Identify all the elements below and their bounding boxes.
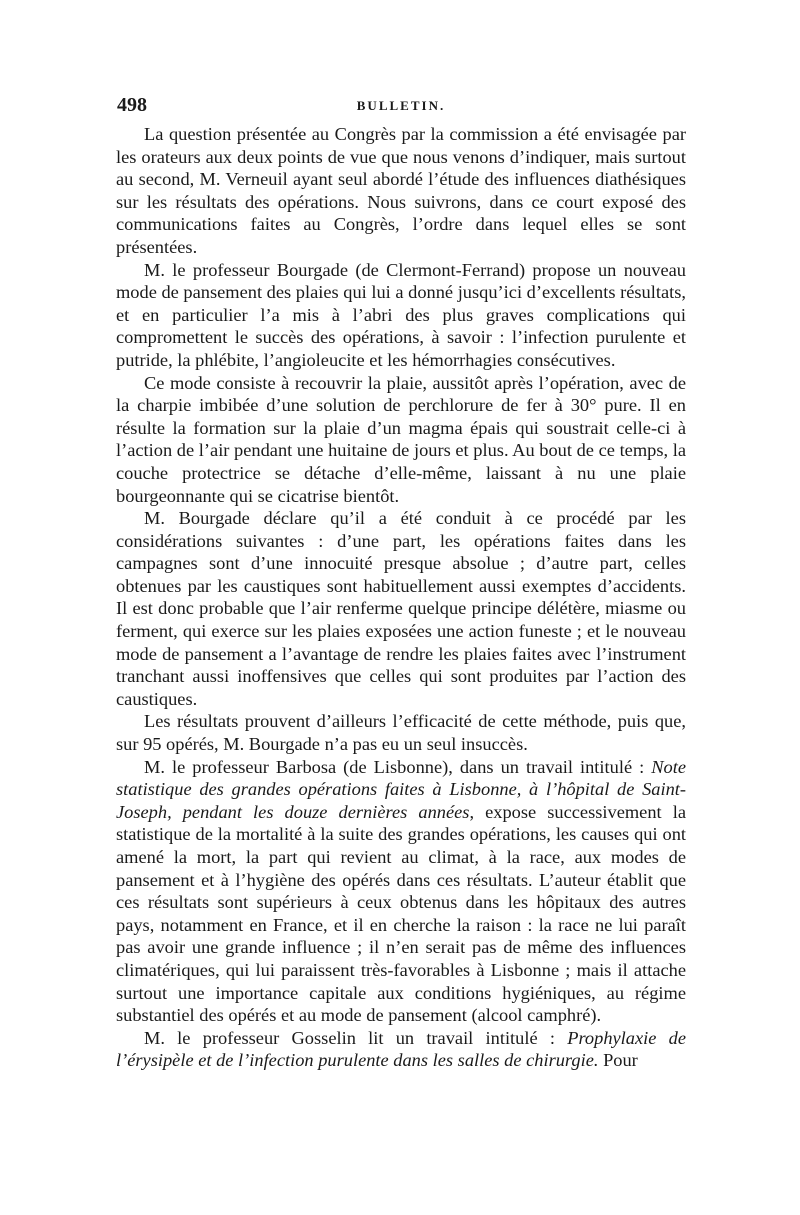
paragraph-barbosa [116, 756, 686, 1027]
work-title: Prophylaxie de l’érysipèle et de l’infection purulente dans les salles de chirurgie. [116, 1027, 687, 1071]
paragraph-text: M. le professeur Barbosa (de Lisbonne), dans un travail intitulé : [144, 756, 652, 777]
paragraph-method: Ce mode consiste à recouvrir la plaie, aussitôt après l’opération, avec de la charpie imbibée d’une solution de perchlorure de fer à 30° pure. Il en résulte la formation sur la plaie d’un magma épais qui soustrait celle-ci à l’action de l’air pendant une huitaine de jours et plus. Au bout de ce temps, la couche protectrice se détache d’elle-même, laissant à nu une plaie bourgeonnante qui se cicatrise bientôt. [116, 372, 686, 506]
paragraph-bourgade-reasoning: M. Bourgade déclare qu’il a été conduit à ce procédé par les considérations suivantes : d’une part, les opérations faites dans les campagnes sont d’une innocuité presque absolue ; d’autre part, celles obtenues par les caustiques sont habituellement aussi exemptes d’accidents. Il est donc probable que l’air renferme quelque principe délétère, miasme ou ferment, qui exerce sur les plaies exposées une action funeste ; et le nouveau mode de pansement a l’avantage de rendre les plaies faites avec l’instrument tranchant aussi inoffensives que celles qui sont produites par l’action des caustiques. [116, 508, 686, 709]
paragraph-text: , expose successivement la statistique de la mortalité à la suite des grandes opérations, les causes qui ont amené la mort, la part qui revient au climat, à la race, aux modes de pansement et à l’hygiène des opérés dans ces résultats. L’auteur établit que ces résultats sont supérieurs à ceux obtenus dans les hôpitaux des autres pays, notamment en France, et il en cherche la raison : la race ne lui paraît pas avoir une grande influence ; il n’en serait pas de même des influences climatériques, qui lui paraissent très-favorables à Lisbonne ; mais il attache surtout une importance capitale aux conditions hygiéniques, au régime substantiel des opérés et au mode de pansement (alcool camphré). [116, 801, 686, 1026]
running-title: BULLETIN. [356, 98, 446, 113]
paragraph-text: M. le professeur Gosselin lit un travail intitulé : [144, 1027, 568, 1048]
paragraph-congres: La question présentée au Congrès par la commission a été envisagée par les orateurs aux deux points de vue que nous venons d’indiquer, mais surtout au second, M. Verneuil ayant seul abordé l’étude des influences diathésiques sur les résultats des opérations. Nous suivrons, dans ce court exposé des communications faites au Congrès, l’ordre dans lequel elles se sont présentées. [116, 124, 686, 257]
paragraph-results: Les résultats prouvent d’ailleurs l’efficacité de cette méthode, puis que, sur 95 opérés, M. Bourgade n’a pas eu un seul insuccès. [116, 711, 686, 755]
work-title: Note statistique des grandes opérations faites à Lisbonne, à l’hôpital de Saint-Joseph, pendant les douze dernières années [116, 756, 686, 822]
paragraph-bourgade-proposal: M. le professeur Bourgade (de Clermont-Ferrand) propose un nouveau mode de pansement des plaies qui lui a donné jusqu’ici d’excellents résultats, et en particulier l’a mis à l’abri des plus graves complications qui compromettent le succès des opérations, à savoir : l’infection purulente et putride, la phlébite, l’angioleucite et les hémorrhagies consécutives. [116, 259, 686, 370]
page-header [117, 94, 685, 122]
paragraph-gosselin [116, 1027, 686, 1072]
paragraph-text: Pour [598, 1050, 638, 1071]
page-number: 498 [117, 94, 147, 116]
body-text [116, 123, 686, 1072]
